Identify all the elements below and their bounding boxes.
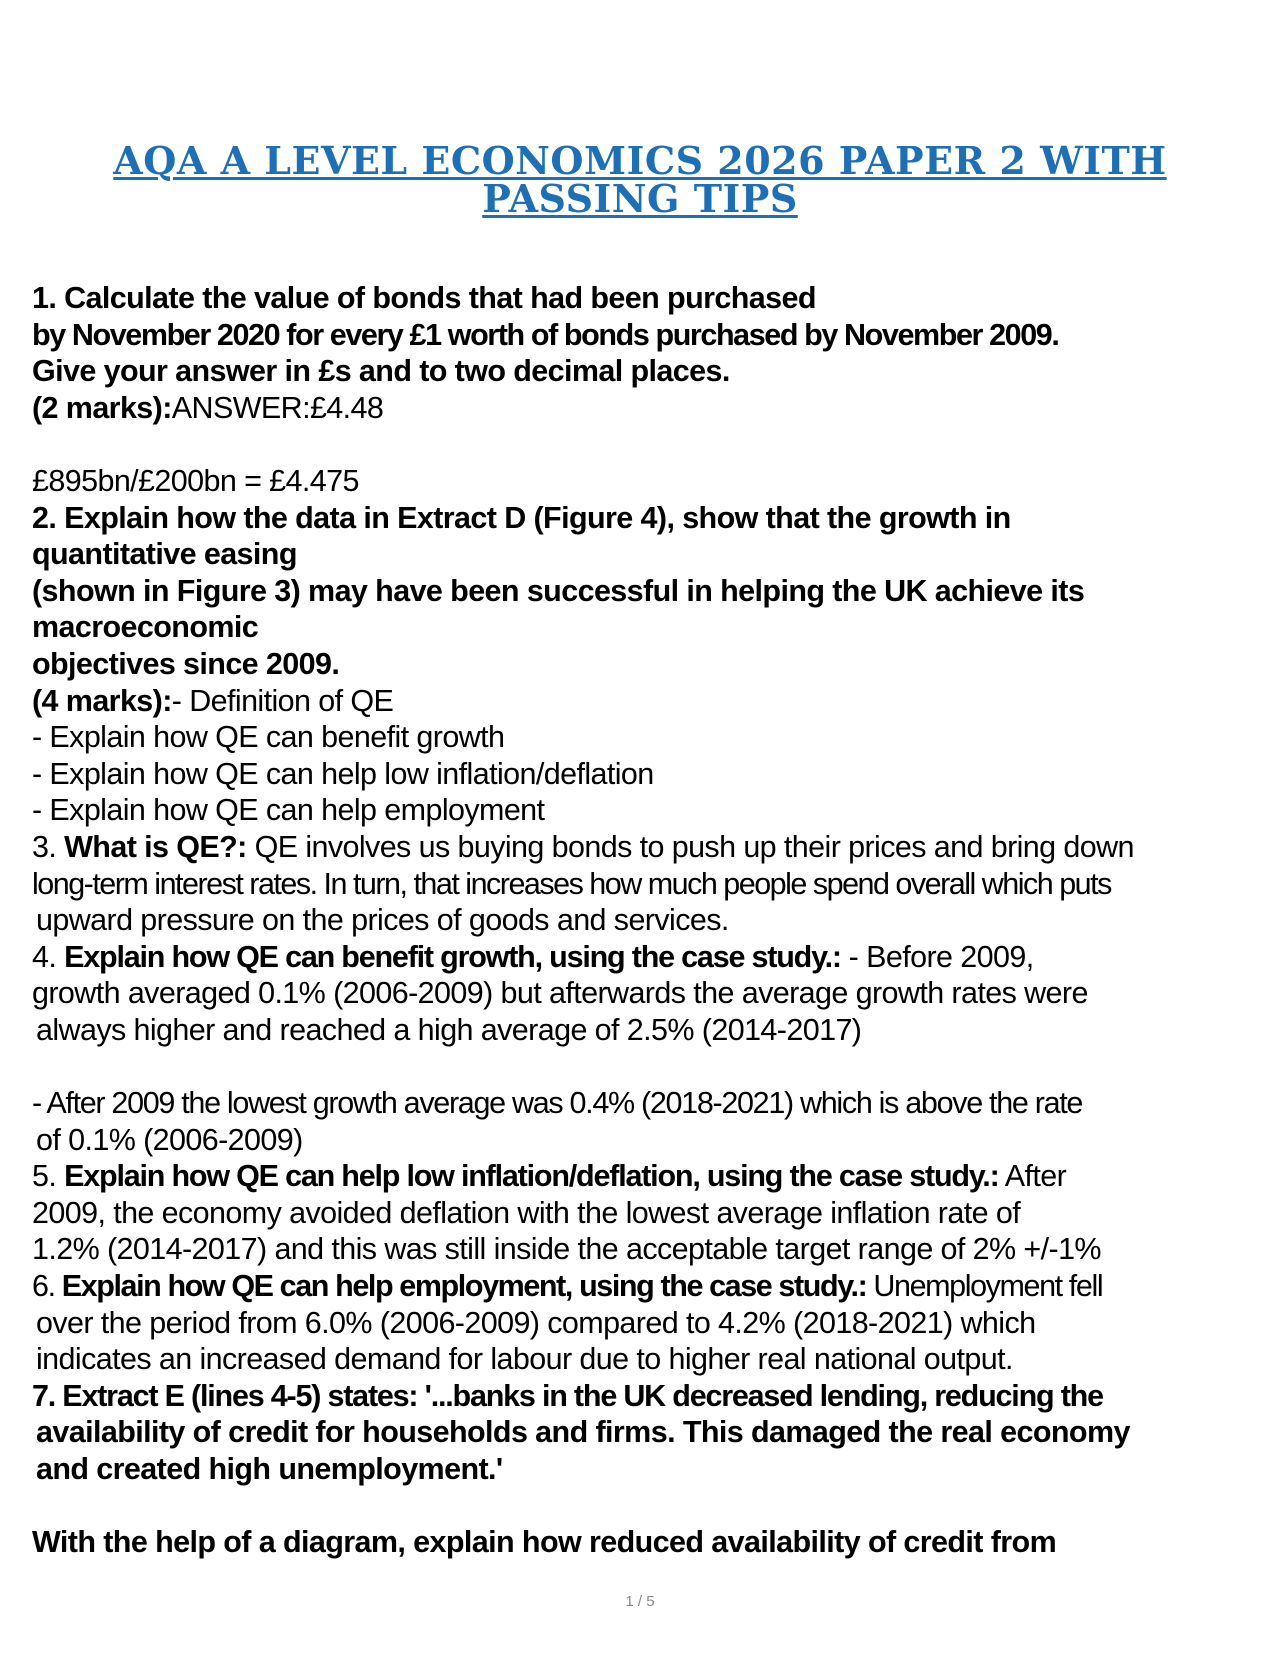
q2-line-1: 2. Explain how the data in Extract D (Figure 4), show that the growth in	[32, 500, 1011, 535]
q2-answer-3: - Explain how QE can help low inflation/deflation	[32, 756, 654, 791]
title-line-2: PASSING TIPS	[482, 176, 798, 221]
q5-answer-3: 1.2% (2014-2017) and this was still inside the acceptable target range of 2% +/-1%	[32, 1232, 1101, 1267]
q6-answer-2: over the period from 6.0% (2006-2009) compared to 4.2% (2018-2021) which	[36, 1305, 1036, 1340]
q1-marks: (2 marks):	[32, 390, 172, 425]
q6-question: Explain how QE can help employment, using the case study.:	[61, 1269, 867, 1304]
q3-question: What is QE?:	[64, 829, 247, 864]
q2-line-2: quantitative easing	[32, 537, 297, 572]
q4-number: 4.	[32, 939, 65, 974]
q6-line-1	[32, 1268, 1262, 1305]
q7-line-3: and created high unemployment.'	[36, 1452, 503, 1486]
q1-marks-line	[32, 390, 1262, 427]
document-title	[60, 138, 1220, 221]
q3-line-1	[32, 829, 1262, 866]
q1-line-1: 1. Calculate the value of bonds that had been purchased	[32, 281, 816, 315]
q5-answer-2: 2009, the economy avoided deflation with the lowest average inflation rate of	[32, 1195, 1021, 1230]
q7-line-1: 7. Extract E (lines 4-5) states: '...banks in the UK decreased lending, reducing the	[32, 1378, 1103, 1413]
q4-answer-3: always higher and reached a high average of 2.5% (2014-2017)	[36, 1012, 862, 1047]
q2-line-5: objectives since 2009.	[32, 646, 340, 681]
q3-number: 3.	[32, 829, 65, 864]
q3-answer-1: QE involves us buying bonds to push up their prices and bring down	[246, 829, 1134, 864]
q1-answer: ANSWER:£4.48	[171, 390, 384, 425]
document-body	[32, 280, 1262, 1561]
q4-answer-4: - After 2009 the lowest growth average was 0.4% (2018-2021) which is above the rate	[32, 1086, 1083, 1121]
q3-answer-2: long-term interest rates. In turn, that increases how much people spend overall which puts	[32, 866, 1111, 901]
q5-line-1	[32, 1158, 1262, 1195]
q2-marks: (4 marks):	[32, 683, 172, 718]
q5-answer-1: After	[998, 1159, 1067, 1194]
q2-answer-4: - Explain how QE can help employment	[32, 793, 545, 828]
q5-question: Explain how QE can help low inflation/deflation, using the case study.:	[64, 1159, 999, 1194]
q4-answer-1: - Before 2009,	[840, 939, 1034, 974]
q1-line-2: by November 2020 for every £1 worth of bonds purchased by November 2009.	[32, 317, 1059, 352]
q2-answer-1: - Definition of QE	[171, 683, 394, 718]
q6-answer-1: Unemployment fell	[866, 1269, 1103, 1304]
q2-answer-2: - Explain how QE can benefit growth	[32, 720, 505, 755]
q2-marks-line	[32, 683, 1262, 720]
q4-line-1	[32, 939, 1262, 976]
page-number: 1 / 5	[625, 1593, 655, 1610]
title-line-1: AQA A LEVEL ECONOMICS 2026 PAPER 2 WITH	[113, 138, 1167, 183]
q6-answer-3: indicates an increased demand for labour due to higher real national output.	[36, 1342, 1013, 1377]
q3-answer-3: upward pressure on the prices of goods and services.	[36, 903, 729, 938]
q1-working: £895bn/£200bn = £4.475	[32, 463, 359, 498]
q2-line-3: (shown in Figure 3) may have been successful in helping the UK achieve its	[32, 573, 1085, 608]
q6-number: 6.	[32, 1269, 62, 1304]
q7-line-4: With the help of a diagram, explain how reduced availability of credit from	[32, 1525, 1057, 1560]
q7-line-2: availability of credit for households and firms. This damaged the real economy	[36, 1415, 1130, 1450]
q1-line-3: Give your answer in £s and to two decimal places.	[32, 354, 730, 389]
q4-answer-2: growth averaged 0.1% (2006-2009) but afterwards the average growth rates were	[32, 976, 1088, 1011]
q5-number: 5.	[32, 1159, 65, 1194]
q2-line-4: macroeconomic	[32, 610, 259, 645]
q4-question: Explain how QE can benefit growth, using the case study.:	[64, 939, 841, 974]
q4-answer-5: of 0.1% (2006-2009)	[36, 1122, 303, 1157]
